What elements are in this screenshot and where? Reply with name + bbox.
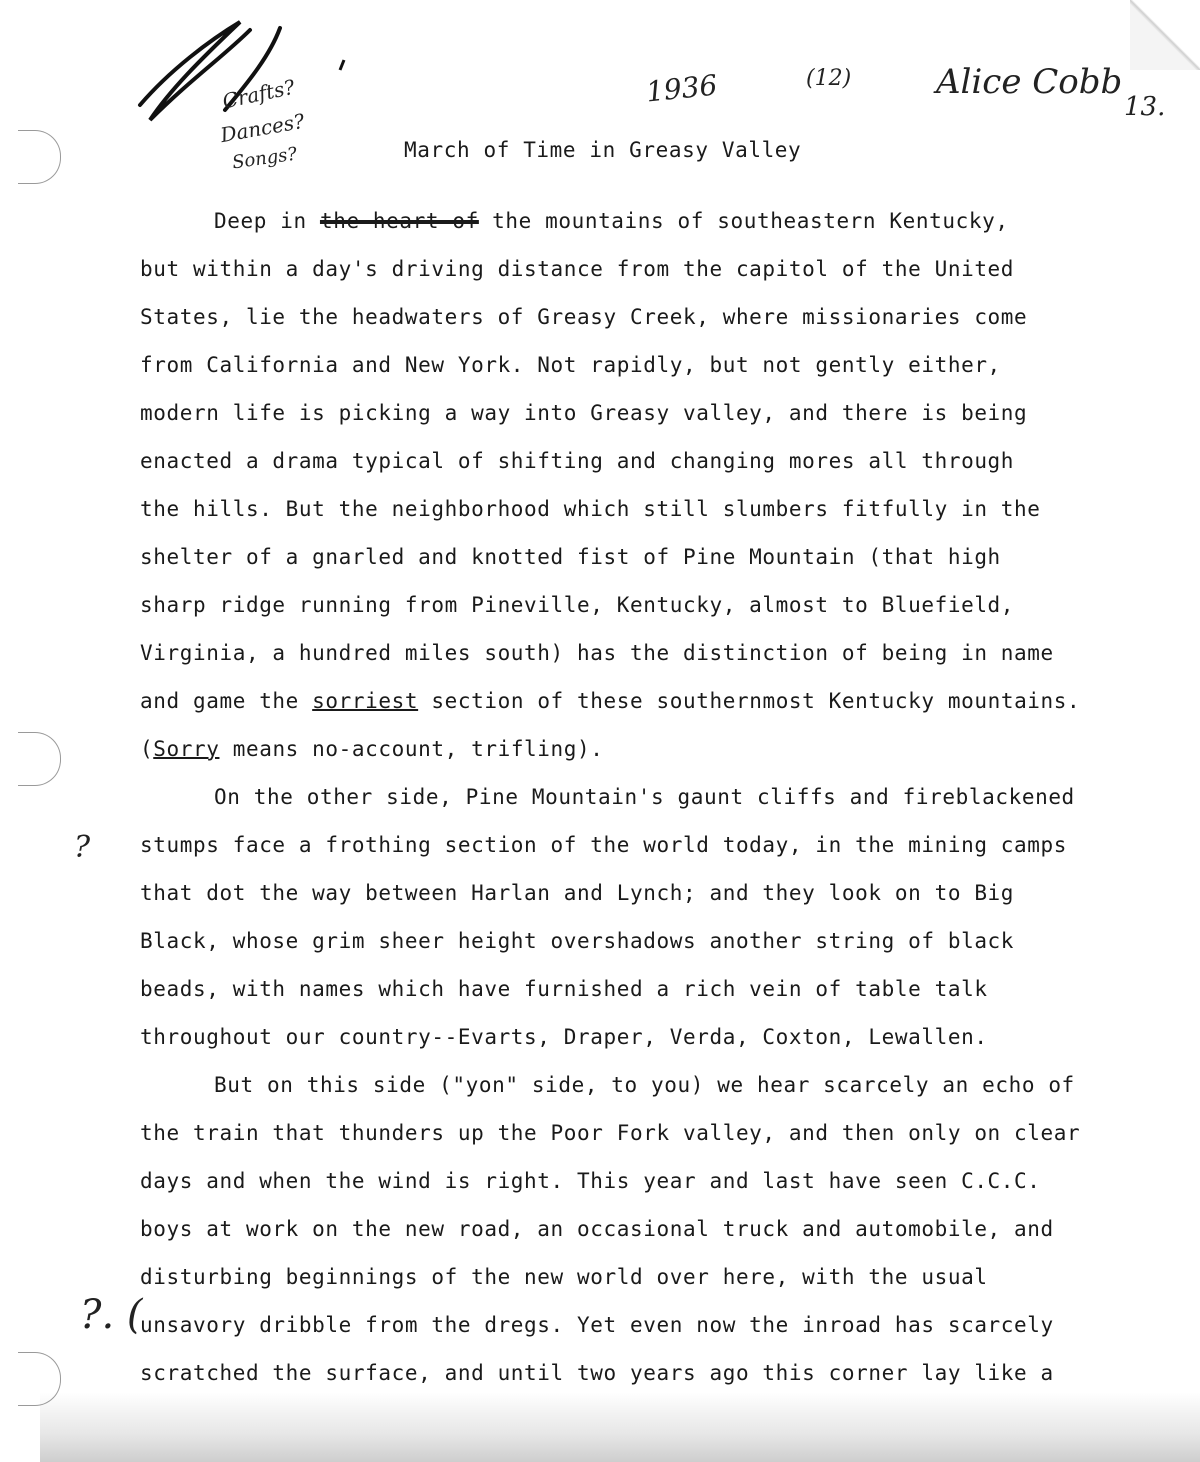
- p3-line-2: the train that thunders up the Poor Fork valley, and then only on clear: [140, 1121, 1081, 1145]
- underlined-word: sorriest: [312, 689, 419, 713]
- p3-line-6: unsavory dribble from the dregs. Yet even now the inroad has scarcely: [140, 1313, 1054, 1337]
- songs-note: Songs?: [230, 143, 299, 174]
- p2-line-5: beads, with names which have furnished a rich vein of table talk: [140, 977, 988, 1001]
- dances-note: Dances?: [218, 108, 307, 148]
- margin-question-mark: ?: [74, 830, 91, 865]
- p3-line-5: disturbing beginnings of the new world over here, with the usual: [140, 1265, 988, 1289]
- p1-line-3: States, lie the headwaters of Greasy Creek, where missionaries come: [140, 305, 1028, 329]
- p1-line-12: (Sorry means no-account, trifling).: [140, 737, 604, 761]
- p1-line-5: modern life is picking a way into Greasy valley, and there is being: [140, 401, 1028, 425]
- p1-line-9: sharp ridge running from Pineville, Kentucky, almost to Bluefield,: [140, 593, 1015, 617]
- handwritten-scribble: [130, 10, 370, 130]
- p2-line-1: On the other side, Pine Mountain's gaunt cliffs and fireblackened: [214, 785, 1075, 809]
- p1-line-6: enacted a drama typical of shifting and changing mores all through: [140, 449, 1015, 473]
- author-signature: Alice Cobb: [936, 62, 1123, 102]
- p1-line-8: shelter of a gnarled and knotted fist of Pine Mountain (that high: [140, 545, 1001, 569]
- p2-line-6: throughout our country--Evarts, Draper, Verda, Coxton, Lewallen.: [140, 1025, 988, 1049]
- p2-line-3: that dot the way between Harlan and Lynch; and they look on to Big: [140, 881, 1015, 905]
- p1-line-1: Deep in the heart of the mountains of southeastern Kentucky,: [214, 209, 1009, 233]
- p1-line-2: but within a day's driving distance from the capitol of the United: [140, 257, 1015, 281]
- underlined-word: Sorry: [153, 737, 220, 761]
- p3-line-1: But on this side ("yon" side, to you) we hear scarcely an echo of: [214, 1073, 1075, 1097]
- page-circle-note: (12): [806, 66, 852, 91]
- p1-line-11: and game the sorriest section of these southernmost Kentucky mountains.: [140, 689, 1081, 713]
- p3-line-3: days and when the wind is right. This year and last have seen C.C.C.: [140, 1169, 1041, 1193]
- p1-line-7: the hills. But the neighborhood which still slumbers fitfully in the: [140, 497, 1041, 521]
- p3-line-7: scratched the surface, and until two years ago this corner lay like a: [140, 1361, 1054, 1385]
- margin-bracket-mark: ?. (: [80, 1292, 143, 1338]
- document-title: March of Time in Greasy Valley: [404, 138, 802, 162]
- struck-text: the heart of: [319, 209, 479, 233]
- p1-line-4: from California and New York. Not rapidly, but not gently either,: [140, 353, 1001, 377]
- page-bottom-shadow: [40, 1392, 1200, 1462]
- punch-hole-top: [18, 130, 61, 184]
- crafts-note: Crafts?: [220, 74, 297, 114]
- p1-line-10: Virginia, a hundred miles south) has the distinction of being in name: [140, 641, 1054, 665]
- p3-line-4: boys at work on the new road, an occasional truck and automobile, and: [140, 1217, 1054, 1241]
- page-number: 13.: [1124, 92, 1166, 122]
- year-note: 1936: [644, 68, 719, 109]
- p2-line-2: stumps face a frothing section of the world today, in the mining camps: [140, 833, 1068, 857]
- folded-corner: [1130, 0, 1200, 70]
- punch-hole-middle: [18, 732, 61, 786]
- p2-line-4: Black, whose grim sheer height overshadows another string of black: [140, 929, 1015, 953]
